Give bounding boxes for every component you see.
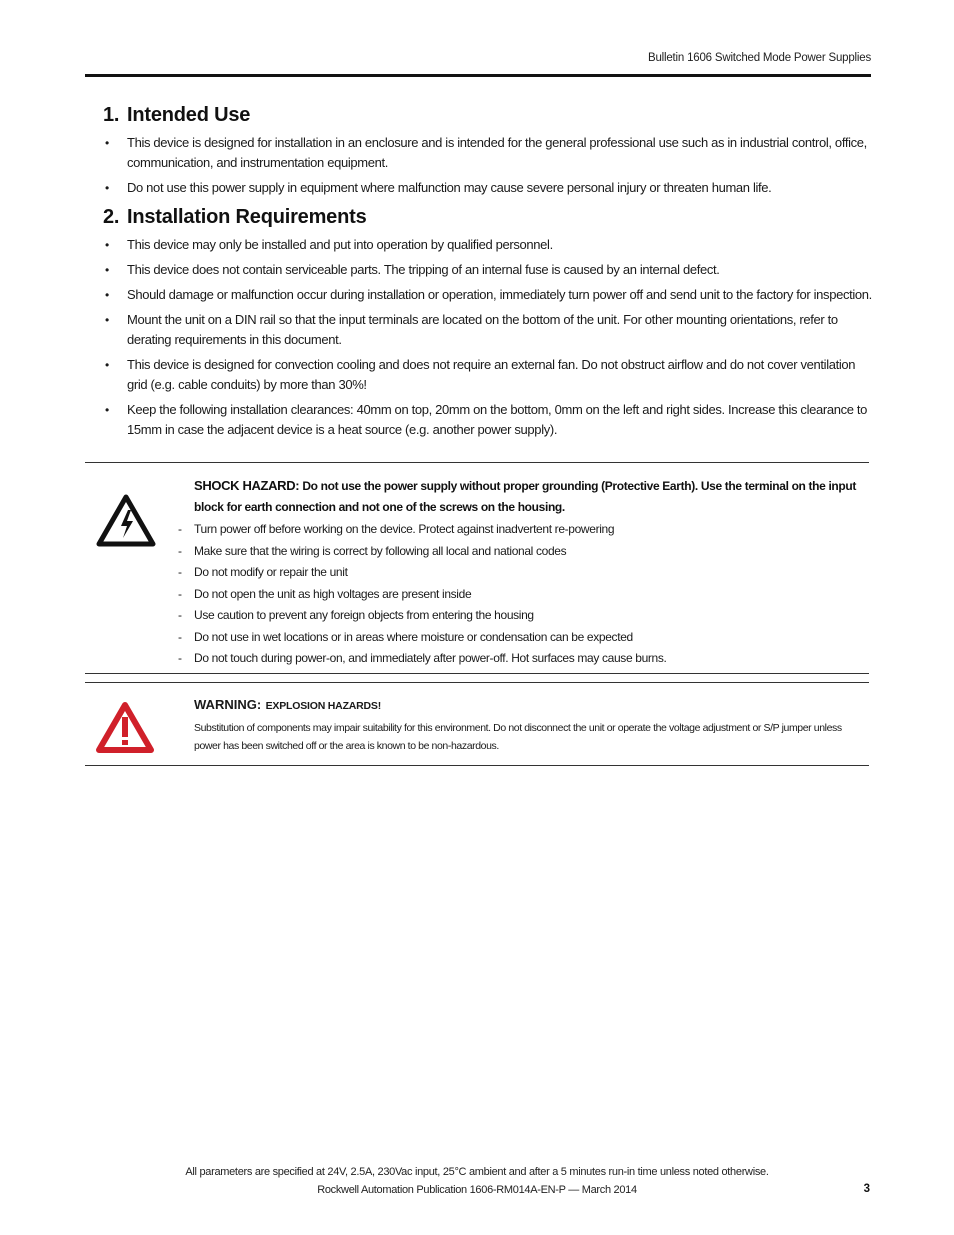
list-item: - Do not open the unit as high voltages are present inside [194,584,866,606]
list-item: - Make sure that the wiring is correct by following all local and national codes [194,541,866,563]
header-rule [85,74,871,77]
footer-publication: Rockwell Automation Publication 1606-RM014A-EN-P — March 2014 [317,1184,637,1196]
list-item: • Mount the unit on a DIN rail so that the input terminals are located on the bottom of the unit. For other mounting orientations, refer to derating requirements in this document. [103,310,873,350]
list-item: - Do not modify or repair the unit [194,562,866,584]
running-header: Bulletin 1606 Switched Mode Power Supplies [647,52,871,64]
section-heading: 1. Intended Use [103,104,251,126]
list-item: - Use caution to prevent any foreign objects from entering the housing [194,605,866,627]
warning-body: Substitution of components may impair suitability for this environment. Do not disconnect the unit or operate the voltage adjustment or S/P jumper unless power has been switched off or the area is known to be non-hazardous. [194,722,842,752]
warning-label: WARNING: [194,697,262,712]
electric-shock-hazard-icon [95,493,157,554]
shock-hazard-message: Do not use the power supply without proper grounding (Protective Earth). Use the terminal on the input block for earth connection and not one of the screws on the housing. [194,479,857,514]
bullet-list [103,235,873,440]
list-item: • This device may only be installed and put into operation by qualified personnel. [103,235,873,255]
list-item: • Should damage or malfunction occur during installation or operation, immediately turn power off and send unit to the factory for inspection. [103,285,873,305]
page-number: 3 [863,1183,870,1195]
shock-hazard-label: SHOCK HAZARD: [194,478,300,493]
list-item: • This device does not contain serviceable parts. The tripping of an internal fuse is caused by an internal defect. [103,260,873,280]
main-content [103,104,873,445]
list-item: • This device is designed for installation in an enclosure and is intended for the general professional use such as in industrial control, office, communication, and instrumentation equipment. [103,133,873,173]
list-item: • This device is designed for convection cooling and does not require an external fan. Do not obstruct airflow and do not cover ventilation grid (e.g. cable conduits) by more than 30%! [103,355,873,395]
warning-text [194,696,866,755]
shock-hazard-box [85,462,869,674]
shock-hazard-text [194,475,866,670]
shock-hazard-lead [194,475,866,518]
section-installation-requirements [103,206,873,440]
warning-box [85,682,869,766]
list-item: - Do not use in wet locations or in areas where moisture or condensation can be expected [194,627,866,649]
bullet-list [103,133,873,198]
section-intended-use [103,104,873,198]
section-heading: 2. Installation Requirements [103,206,367,228]
warning-heading [194,696,866,714]
list-item: - Turn power off before working on the device. Protect against inadvertent re-powering [194,519,866,541]
list-item: • Keep the following installation clearances: 40mm on top, 20mm on the bottom, 0mm on the left and right sides. Increase this clearance to 15mm in case the adjacent device is a heat source (e.g. another power supply). [103,400,873,440]
footer-note: All parameters are specified at 24V, 2.5A, 230Vac input, 25°C ambient and after a 5 minutes run-in time unless noted otherwise. [185,1166,769,1178]
exclamation-warning-icon [95,701,155,760]
list-item: - Do not touch during power-on, and immediately after power-off. Hot surfaces may cause burns. [194,648,866,670]
list-item: • Do not use this power supply in equipment where malfunction may cause severe personal injury or threaten human life. [103,178,873,198]
warning-subtitle: EXPLOSION HAZARDS! [265,700,382,712]
shock-hazard-list [194,519,866,670]
